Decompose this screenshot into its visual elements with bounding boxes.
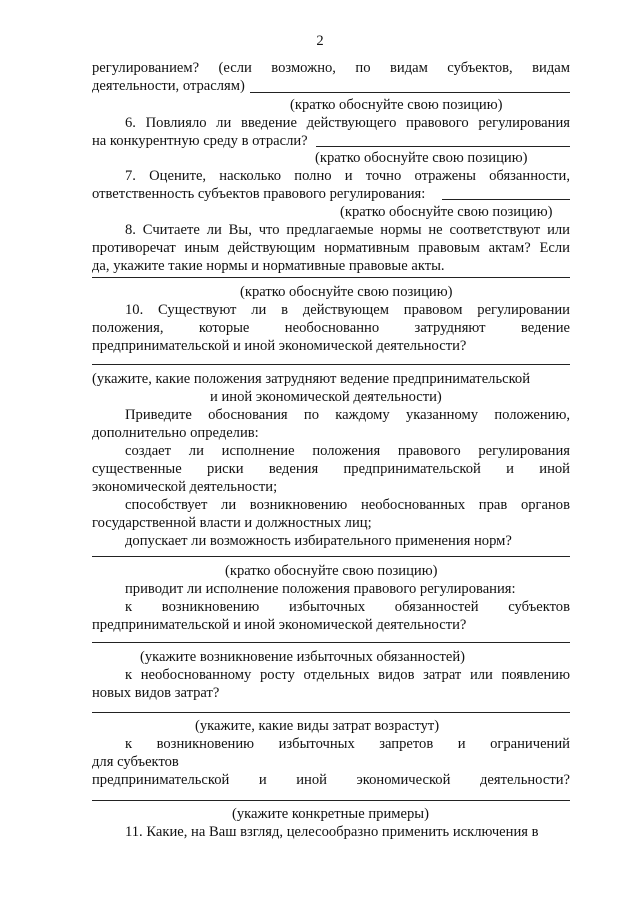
- field-caption: (кратко обоснуйте свою позицию): [340, 204, 553, 220]
- text-line: экономической деятельности;: [92, 479, 278, 495]
- field-caption: (укажите возникновение избыточных обязанностей): [140, 649, 466, 665]
- text-line: дополнительно определив:: [92, 425, 259, 441]
- text-line: Приведите обоснования по каждому указанному положению,: [125, 407, 570, 423]
- answer-rule: [92, 277, 570, 278]
- question-8-line: 8. Считаете ли Вы, что предлагаемые нормы не соответствуют или: [125, 222, 570, 238]
- text-line: деятельности, отраслям): [92, 78, 245, 94]
- field-caption: и иной экономической деятельности): [210, 389, 442, 405]
- text-line: создает ли исполнение положения правового регулирования: [125, 443, 570, 459]
- answer-rule: [92, 364, 570, 365]
- field-caption: (укажите, какие положения затрудняют ведение предпринимательской: [92, 371, 531, 387]
- page-number: 2: [316, 33, 324, 49]
- text-line: на конкурентную среду в отрасли?: [92, 133, 308, 149]
- field-caption: (укажите конкретные примеры): [232, 806, 429, 822]
- field-caption: (укажите, какие виды затрат возрастут): [195, 718, 440, 734]
- field-caption: (кратко обоснуйте свою позицию): [315, 150, 528, 166]
- question-10-line: 10. Существуют ли в действующем правовом регулировании: [125, 302, 570, 318]
- question-6-line: 6. Повлияло ли введение действующего правового регулирования: [125, 115, 570, 131]
- text-line: к возникновению избыточных обязанностей субъектов: [125, 599, 570, 615]
- answer-rule: [92, 556, 570, 557]
- text-line: предпринимательской и иной экономической деятельности?: [92, 338, 467, 354]
- text-line: способствует ли возникновению необоснованных прав органов: [125, 497, 570, 513]
- text-line: предпринимательской и иной экономической деятельности?: [92, 617, 467, 633]
- text-line: положения, которые необоснованно затрудняют ведение: [92, 320, 570, 336]
- question-7-line: 7. Оцените, насколько полно и точно отражены обязанности,: [125, 168, 570, 184]
- text-line: государственной власти и должностных лиц;: [92, 515, 372, 531]
- field-caption: (кратко обоснуйте свою позицию): [225, 563, 438, 579]
- answer-rule: [92, 712, 570, 713]
- field-caption: (кратко обоснуйте свою позицию): [290, 97, 503, 113]
- text-line: к возникновению избыточных запретов и ограничений: [125, 736, 570, 752]
- answer-rule: [250, 92, 570, 93]
- text-line: допускает ли возможность избирательного применения норм?: [125, 533, 512, 549]
- text-line: регулированием? (если возможно, по видам субъектов, видам: [92, 60, 570, 76]
- text-line: к необоснованному росту отдельных видов затрат или появлению: [125, 667, 570, 683]
- answer-rule: [442, 199, 570, 200]
- text-line: противоречат иным действующим нормативным правовым актам? Если: [92, 240, 570, 256]
- text-line: да, укажите такие нормы и нормативные правовые акты.: [92, 258, 445, 274]
- text-line: новых видов затрат?: [92, 685, 220, 701]
- text-line: приводит ли исполнение положения правового регулирования:: [125, 581, 516, 597]
- answer-rule: [92, 800, 570, 801]
- answer-rule: [316, 146, 570, 147]
- question-11-line: 11. Какие, на Ваш взгляд, целесообразно применить исключения в: [125, 824, 539, 840]
- answer-rule: [92, 642, 570, 643]
- text-line: существенные риски ведения предпринимательской и иной: [92, 461, 570, 477]
- field-caption: (кратко обоснуйте свою позицию): [240, 284, 453, 300]
- text-line: предпринимательской и иной экономической деятельности?: [92, 772, 570, 788]
- text-line: для субъектов: [92, 754, 179, 770]
- text-line: ответственность субъектов правового регулирования:: [92, 186, 426, 202]
